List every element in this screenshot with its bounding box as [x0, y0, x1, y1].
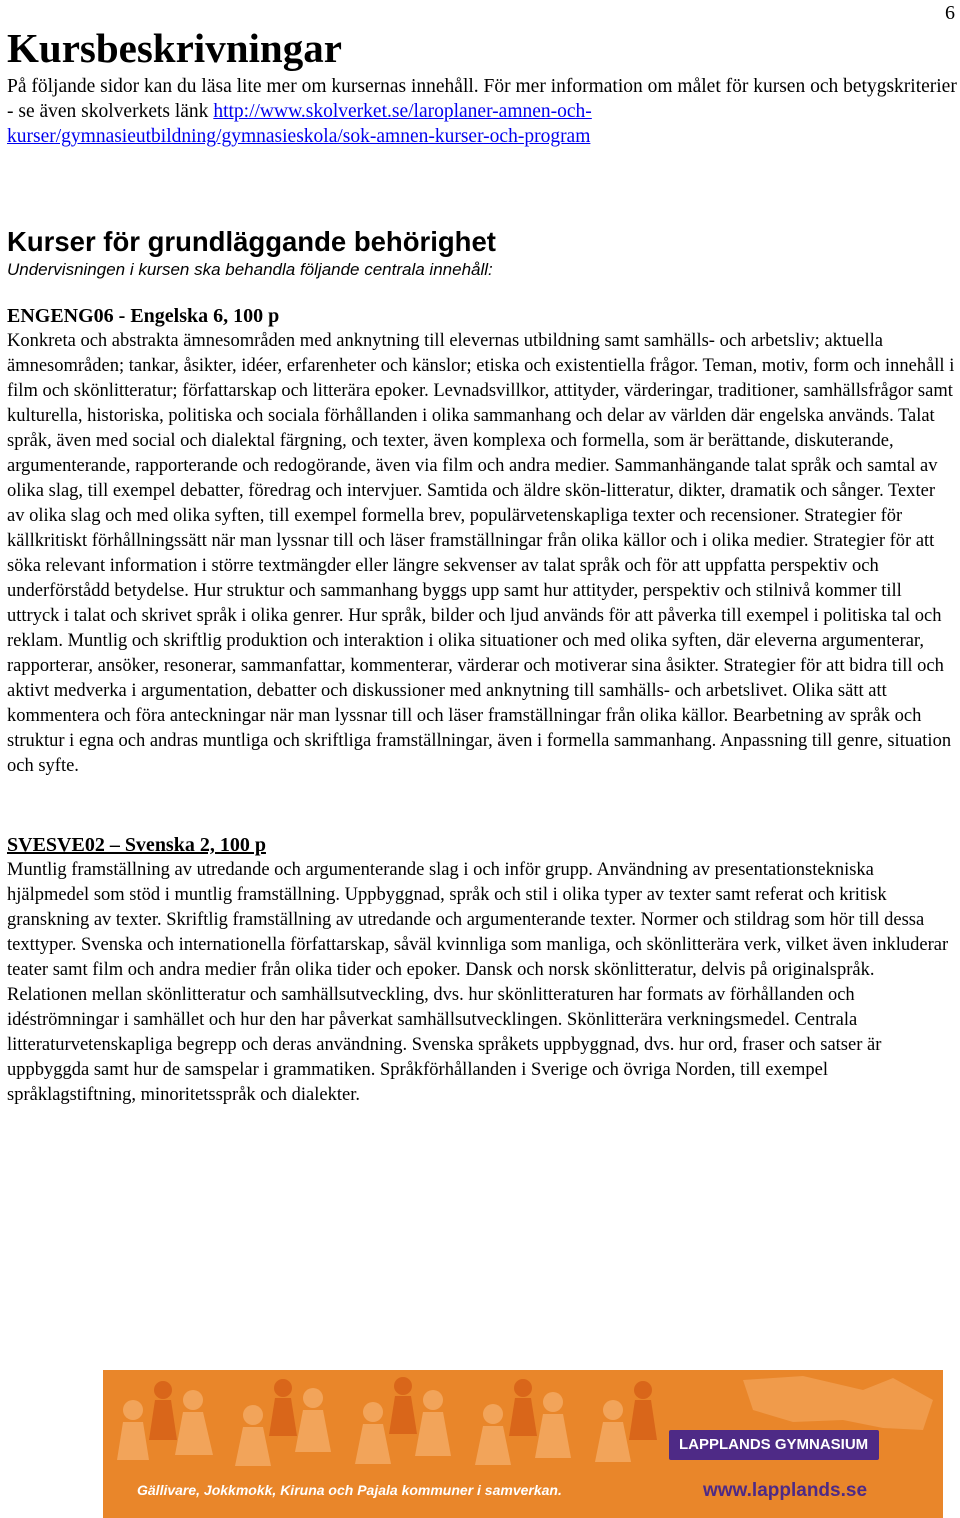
school-logo-badge: LAPPLANDS GYMNASIUM — [669, 1430, 879, 1460]
section-subtitle: Undervisningen i kursen ska behandla följande centrala innehåll: — [7, 260, 493, 279]
course-engelska-6 — [7, 303, 957, 779]
course-description: Muntlig framställning av utredande och argumenterande slag i och inför grupp. Användning av presentationstekniska hjälpmedel som stöd i muntlig framställning. Uppbyggnad, språk och stil i olika typer av texter samt referat och kritisk granskning av texter. Skriftlig framställning av utredande och argumenterande texter. Normer och stildrag som hör till dessa texttyper. Svenska och internationella författarskap, såväl kvinnliga som manliga, och skönlitterära verk, vilket även inkluderar teater samt film och andra medier från olika tider och epoker. Dansk och norsk skönlitteratur, delvis på originalspråk. Relationen mellan skönlitteratur och samhällsutveckling, dvs. hur skönlitteraturen har formats av förhållanden och idéströmningar i samhället och hur den har påverkat samhällsutvecklingen. Skönlitterära verkningsmedel. Centrala litteraturvetenskapliga begrepp och deras användning. Svenska språkets uppbyggnad, dvs. hur ord, fraser och satser är uppbyggda samt hur de samspelar i grammatiken. Språkförhållanden i Sverige och övriga Norden, till exempel språklagstiftning, minoritetsspråk och dialekter. — [7, 860, 949, 1105]
skolverket-link[interactable]: http://www.skolverket.se/laroplaner-amnen-och-kurser/gymnasieutbildning/gymnasieskola/sok-amnen-kurser-och-program — [7, 101, 592, 147]
school-banner — [103, 1370, 943, 1518]
course-svenska-2 — [7, 832, 957, 1108]
section-heading: Kurser för grundläggande behörighet — [7, 226, 496, 257]
page-title: Kursbeskrivningar — [7, 25, 342, 71]
document-content — [7, 22, 957, 1108]
page-number: 6 — [945, 2, 955, 24]
course-title: ENGENG06 - Engelska 6, 100 p — [7, 305, 280, 327]
intro-text: På följande sidor kan du läsa lite mer om kursernas innehåll. För mer information om målet för kursen och betygskriterier - se även skolverkets länk — [7, 76, 957, 122]
course-title: SVESVE02 – Svenska 2, 100 p — [7, 834, 266, 856]
footer-url[interactable]: www.lapplands.se — [703, 1480, 868, 1501]
intro-paragraph — [7, 74, 957, 149]
course-description: Konkreta och abstrakta ämnesområden med anknytning till elevernas utbildning samt samhälls- och arbetsliv; aktuella ämnesområden; tankar, åsikter, idéer, erfarenheter och känslor; etiska och existentiella frågor. Teman, motiv, form och innehåll i film och skönlitteratur; författarskap och litterära epoker. Levnadsvillkor, attityder, värderingar, traditioner, samhällsfrågor samt kulturella, historiska, politiska och sociala förhållanden i olika sammanhang och delar av världen där engelska används. Talat språk, även med social och dialektal färgning, och texter, även komplexa och formella, som är berättande, diskuterande, argumenterande, rapporterande och redogörande, även via film och andra medier. Sammanhängande talat språk och samtal av olika slag, till exempel debatter, föredrag och intervjuer. Samtida och äldre skön-litteratur, dikter, dramatik och sånger. Texter av olika slag och med olika syften, till exempel formella brev, populärvetenskapliga texter och recensioner. Strategier för källkritiskt förhållningssätt när man lyssnar till och läser framställningar från olika källor och i olika medier. Strategier för att söka relevant information i större textmängder eller längre sekvenser av talat språk och för att uppfatta perspektiv och underförstådd betydelse. Hur struktur och sammanhang byggs upp samt hur attityder, perspektiv och stilnivå kommer till uttryck i talat och skrivet språk i olika genrer. Hur språk, bilder och ljud används för att påverka till exempel i politiska tal och reklam. Muntlig och skriftlig produktion och interaktion i olika situationer och med olika syften, där eleverna argumenterar, rapporterar, ansöker, resonerar, sammanfattar, kommenterar, värderar och motiverar sina åsikter. Strategier för att bidra till och aktivt medverka i argumentation, debatter och diskussioner med anknytning till samhälls- och arbetslivet. Olika sätt att kommentera och föra anteckningar när man lyssnar till och läser framställningar från olika källor. Bearbetning av språk och struktur i egna och andras muntliga och skriftliga framställningar, även i formella sammanhang. Anpassning till genre, situation och syfte. — [7, 331, 955, 776]
footer-tagline: Gällivare, Jokkmokk, Kiruna och Pajala kommuner i samverkan. — [137, 1482, 562, 1498]
